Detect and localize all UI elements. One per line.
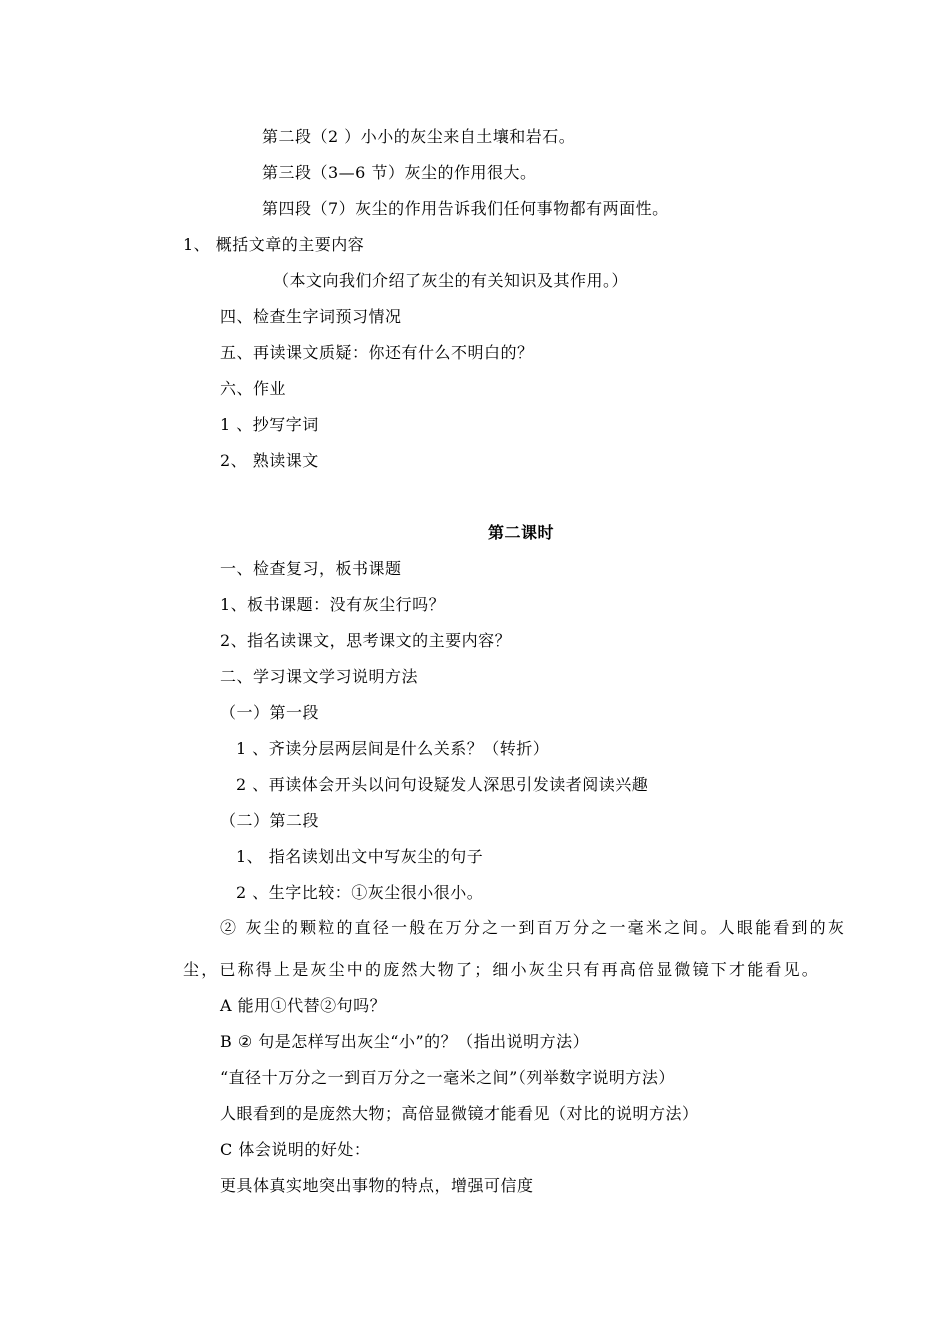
text-line: 一、检查复习，板书课题 <box>220 559 402 578</box>
text-line: 1 、抄写字词 <box>220 415 319 434</box>
text-line: 更具体真实地突出事物的特点，增强可信度 <box>220 1176 534 1195</box>
text-line: （二）第二段 <box>220 811 320 830</box>
text-line: （一）第一段 <box>220 703 320 722</box>
text-line: ② 灰尘的颗粒的直径一般在万分之一到百万分之一毫米之间。人眼能看到的灰 <box>220 918 847 937</box>
text-line: 2 、生字比较：①灰尘很小很小。 <box>236 883 484 902</box>
text-line: 第三段（3—6 节）灰尘的作用很大。 <box>262 163 537 182</box>
text-line: 尘，已称得上是灰尘中的庞然大物了；细小灰尘只有再高倍显微镜下才能看见。 <box>183 960 821 979</box>
text-line: “直径十万分之一到百万分之一毫米之间”（列举数字说明方法） <box>220 1068 675 1087</box>
text-line: 2、 熟读课文 <box>220 451 319 470</box>
text-line: 第二段（2 ）小小的灰尘来自土壤和岩石。 <box>262 127 576 146</box>
text-line: 2 、再读体会开头以问句设疑发人深思引发读者阅读兴趣 <box>236 775 649 794</box>
text-line: 2、指名读课文，思考课文的主要内容？ <box>220 631 512 650</box>
text-line: 五、再读课文质疑：你还有什么不明白的？ <box>220 343 534 362</box>
text-line: 1、 指名读划出文中写灰尘的句子 <box>236 847 484 866</box>
text-line: 1、板书课题：没有灰尘行吗？ <box>220 595 446 614</box>
text-line: （本文向我们介绍了灰尘的有关知识及其作用。） <box>273 271 629 290</box>
text-line: 第四段（7）灰尘的作用告诉我们任何事物都有两面性。 <box>262 199 669 218</box>
text-line: 1、 概括文章的主要内容 <box>183 235 365 254</box>
text-line: C 体会说明的好处： <box>220 1140 371 1159</box>
text-line: 1 、齐读分层两层间是什么关系？（转折） <box>236 739 550 758</box>
text-line: 六、作业 <box>220 379 287 398</box>
section-heading: 第二课时 <box>488 523 555 542</box>
text-line: 二、学习课文学习说明方法 <box>220 667 419 686</box>
text-line: 人眼看到的是庞然大物；高倍显微镜才能看见（对比的说明方法） <box>220 1104 699 1123</box>
text-line: 四、检查生字词预习情况 <box>220 307 402 326</box>
text-line: B ② 句是怎样写出灰尘“小”的？（指出说明方法） <box>220 1032 590 1051</box>
text-line: A 能用①代替②句吗？ <box>220 996 387 1015</box>
